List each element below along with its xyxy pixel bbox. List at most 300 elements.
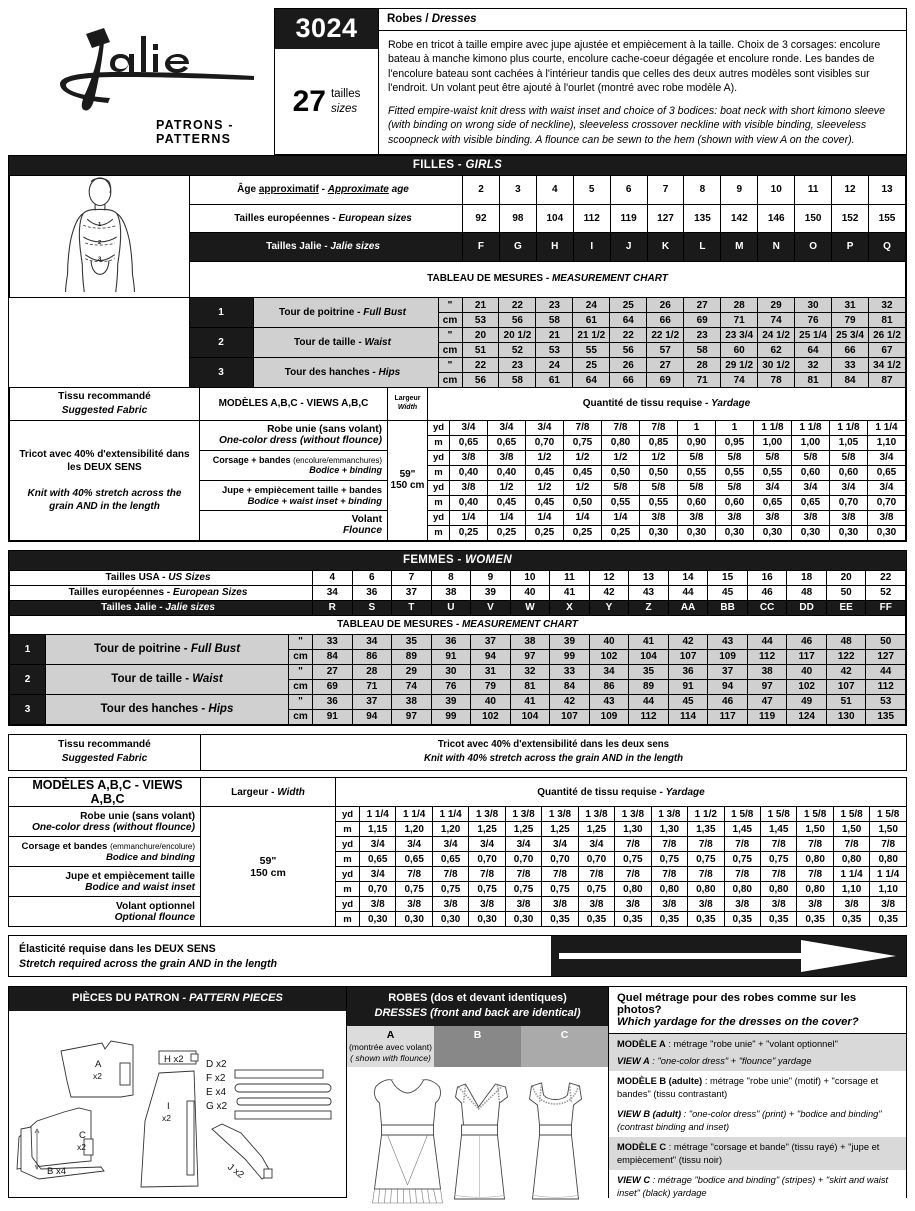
girls-waist-cm-0: 51 bbox=[462, 343, 499, 358]
women-v4-m-8: 0,35 bbox=[651, 912, 687, 927]
women-chart-title-row bbox=[10, 615, 906, 634]
girls-v2-m-4: 0,50 bbox=[602, 465, 640, 480]
girls-v2-yd-11: 3/4 bbox=[868, 450, 906, 465]
women-hips-in-8: 44 bbox=[629, 694, 669, 709]
girls-jalie-5: K bbox=[647, 233, 684, 262]
women-jalie-11: CC bbox=[747, 600, 787, 615]
women-v3-unit-m: m bbox=[336, 882, 360, 897]
women-waist-cm-4: 79 bbox=[471, 679, 511, 694]
women-bust-in-12: 46 bbox=[787, 634, 827, 649]
pattern-number: 3024 bbox=[275, 9, 378, 49]
piece-label-c: C bbox=[79, 1129, 86, 1141]
women-v3-m-11: 0,80 bbox=[760, 882, 796, 897]
cover-yardage-title-en: Which yardage for the dresses on the cover? bbox=[617, 1016, 859, 1029]
girls-v1-m-11: 1,10 bbox=[868, 435, 906, 450]
girls-bust-cm-1: 56 bbox=[499, 313, 536, 328]
stretch-text bbox=[9, 936, 551, 976]
women-v1-yd-14: 1 5/8 bbox=[870, 807, 907, 822]
girls-v4-m-3: 0,25 bbox=[564, 525, 602, 540]
women-v4-yd-11: 3/8 bbox=[760, 897, 796, 912]
women-row-num-3: 3 bbox=[10, 694, 46, 724]
women-bust-unit-in: " bbox=[289, 634, 313, 649]
girls-v1-yd-8: 1 1/8 bbox=[754, 420, 792, 435]
women-v2-m-7: 0,75 bbox=[615, 852, 651, 867]
women-v1-yd-12: 1 5/8 bbox=[797, 807, 833, 822]
girls-age-7: 9 bbox=[721, 176, 758, 205]
girls-v1-m-9: 1,00 bbox=[792, 435, 830, 450]
girls-jalie-1: G bbox=[499, 233, 536, 262]
women-waist-in-7: 34 bbox=[589, 664, 629, 679]
women-view-4-en: Optional flounce bbox=[114, 911, 195, 923]
women-hips-label-en: Hips bbox=[208, 703, 234, 716]
girls-waist-in-6: 23 bbox=[684, 328, 721, 343]
women-us-label-en: US Sizes bbox=[168, 572, 211, 584]
description-fr: Robe en tricot à taille empire avec jupe ajustée et empiècement à la taille. Choix de 3 corsages: encolure bateau à manche kimono plus courte, encolure cache-coeur dégagée et encolure ronde. Les bandes de l'encolure bateau sont cachées à l'intérieur tandis que celles des deux autres modèles sont visibles sur l'endroit. Un volant peut être ajouté à l'ourlet (montré avec robe modèle A). bbox=[388, 39, 881, 94]
women-hips-in-7: 43 bbox=[589, 694, 629, 709]
girls-hips-cm-0: 56 bbox=[462, 373, 499, 388]
girls-hips-in-2: 24 bbox=[536, 358, 573, 373]
girls-v4-yd-10: 3/8 bbox=[830, 510, 868, 525]
women-view1-yd-row bbox=[9, 807, 907, 822]
girls-age-6: 8 bbox=[684, 176, 721, 205]
girls-v2-m-2: 0,45 bbox=[526, 465, 564, 480]
women-v2-m-2: 0,65 bbox=[432, 852, 468, 867]
women-us-8: 13 bbox=[629, 570, 669, 585]
women-hips-in-4: 40 bbox=[471, 694, 511, 709]
women-v1-m-10: 1,45 bbox=[724, 822, 760, 837]
women-bust-in-4: 37 bbox=[471, 634, 511, 649]
women-waist-in-10: 37 bbox=[708, 664, 748, 679]
women-waist-cm-12: 102 bbox=[787, 679, 827, 694]
description-en: Fitted empire-waist knit dress with waist inset and choice of 3 bodices: boat neck with short kimono sleeve (with binding on wrong side of neckline), sleeveless crossover neckline with visible binding, sleeveless scoopneck with visible binding. A flounce can be sewn to the hem (shown with view A on the cover). bbox=[388, 105, 885, 146]
women-v4-yd-5: 3/8 bbox=[542, 897, 578, 912]
girls-v4-m-7: 0,30 bbox=[716, 525, 754, 540]
girls-fabric-text-en: Knit with 40% stretch across the grain AND in the length bbox=[27, 487, 182, 512]
girls-waist-unit-cm: cm bbox=[438, 343, 462, 358]
girls-size-table bbox=[9, 175, 906, 298]
women-row-num-1: 1 bbox=[10, 634, 46, 664]
women-fabric-text bbox=[201, 734, 907, 771]
girls-waist-in-10: 25 3/4 bbox=[832, 328, 869, 343]
women-v1-unit-yd: yd bbox=[336, 807, 360, 822]
girls-euro-6: 135 bbox=[684, 204, 721, 233]
women-bust-in-11: 44 bbox=[747, 634, 787, 649]
girls-age-4: 6 bbox=[610, 176, 647, 205]
piece-qty-c: x2 bbox=[77, 1141, 86, 1152]
women-jalie-label-en: Jalie sizes bbox=[165, 602, 215, 614]
women-v2-yd-10: 7/8 bbox=[724, 837, 760, 852]
girls-v2-m-7: 0,55 bbox=[716, 465, 754, 480]
women-width-values bbox=[201, 807, 336, 927]
women-view-3-fr: Jupe et empiècement taille bbox=[65, 870, 195, 882]
women-jalie-10: BB bbox=[708, 600, 748, 615]
pattern-number-box bbox=[274, 8, 379, 155]
women-width-cm: 150 cm bbox=[250, 866, 286, 879]
girls-width-en: Width bbox=[397, 403, 418, 411]
women-v3-m-10: 0,80 bbox=[724, 882, 760, 897]
women-hips-cm-12: 124 bbox=[787, 709, 827, 724]
women-waist-in-4: 31 bbox=[471, 664, 511, 679]
women-bust-in-7: 40 bbox=[589, 634, 629, 649]
women-us-6: 11 bbox=[550, 570, 590, 585]
women-waist-in-14: 44 bbox=[866, 664, 906, 679]
girls-hips-cm-2: 61 bbox=[536, 373, 573, 388]
girls-bust-cm-4: 64 bbox=[610, 313, 647, 328]
girls-v3-m-10: 0,70 bbox=[830, 495, 868, 510]
cover-row-modele-c bbox=[609, 1137, 906, 1170]
cover-yardage-title bbox=[609, 987, 906, 1034]
stretch-text-fr: Élasticité requise dans les DEUX SENS bbox=[19, 943, 216, 956]
women-view-2-en: Bodice and binding bbox=[105, 851, 195, 863]
girls-v3-m-0: 0,40 bbox=[450, 495, 488, 510]
cover-row-view-b-bold: VIEW B (adult) bbox=[617, 1109, 682, 1120]
pattern-pieces-title-fr: PIÈCES DU PATRON - bbox=[72, 992, 190, 1005]
category-title bbox=[379, 9, 906, 31]
girls-hips-in-3: 25 bbox=[573, 358, 610, 373]
girls-bust-in-1: 22 bbox=[499, 298, 536, 313]
women-v3-m-13: 1,10 bbox=[833, 882, 869, 897]
women-euro-2: 37 bbox=[392, 585, 432, 600]
women-euro-8: 43 bbox=[629, 585, 669, 600]
girls-bust-in-row bbox=[9, 298, 906, 313]
women-waist-unit-cm: cm bbox=[289, 679, 313, 694]
girls-euro-7: 142 bbox=[721, 204, 758, 233]
women-v2-yd-8: 7/8 bbox=[651, 837, 687, 852]
women-bust-cm-5: 97 bbox=[510, 649, 550, 664]
women-us-9: 14 bbox=[668, 570, 708, 585]
girls-euro-4: 119 bbox=[610, 204, 647, 233]
girls-fabric-text bbox=[10, 420, 200, 540]
girls-v4-m-5: 0,30 bbox=[640, 525, 678, 540]
women-hips-cm-8: 112 bbox=[629, 709, 669, 724]
girls-v1-m-8: 1,00 bbox=[754, 435, 792, 450]
women-v2-m-9: 0,75 bbox=[688, 852, 724, 867]
women-v3-yd-13: 1 1/4 bbox=[833, 867, 869, 882]
girls-age-1: 3 bbox=[499, 176, 536, 205]
girls-waist-in-8: 24 1/2 bbox=[758, 328, 795, 343]
girls-hips-label bbox=[253, 358, 438, 388]
girls-hips-in-0: 22 bbox=[462, 358, 499, 373]
women-v2-yd-4: 3/4 bbox=[505, 837, 541, 852]
women-v1-yd-5: 1 3/8 bbox=[542, 807, 578, 822]
girls-v3-m-4: 0,55 bbox=[602, 495, 640, 510]
girls-v3-yd-5: 5/8 bbox=[640, 480, 678, 495]
women-jalie-5: W bbox=[510, 600, 550, 615]
women-jalie-1: S bbox=[352, 600, 392, 615]
girls-v1-m-1: 0,65 bbox=[488, 435, 526, 450]
girls-v4-yd-3: 1/4 bbox=[564, 510, 602, 525]
women-v4-yd-0: 3/8 bbox=[360, 897, 396, 912]
pattern-pieces-diagram bbox=[9, 1011, 346, 1189]
women-us-3: 8 bbox=[431, 570, 471, 585]
girls-v4-m-4: 0,25 bbox=[602, 525, 640, 540]
women-view-1-label bbox=[9, 807, 201, 837]
piece-label-i: I bbox=[167, 1100, 170, 1112]
view-c-header bbox=[521, 1026, 608, 1068]
women-waist-in-6: 33 bbox=[550, 664, 590, 679]
women-v2-m-1: 0,65 bbox=[396, 852, 432, 867]
girls-v3-yd-11: 3/4 bbox=[868, 480, 906, 495]
girls-jalie-label-fr: Tailles Jalie - bbox=[266, 241, 331, 253]
women-size-table bbox=[9, 570, 906, 725]
girls-v3-m-5: 0,55 bbox=[640, 495, 678, 510]
girls-row-num-2: 2 bbox=[189, 328, 253, 358]
women-v1-yd-6: 1 3/8 bbox=[578, 807, 614, 822]
girls-bust-cm-8: 74 bbox=[758, 313, 795, 328]
piece-label-a: A bbox=[95, 1058, 102, 1070]
girls-width-in: 59" bbox=[399, 469, 416, 481]
girls-measurement-table bbox=[9, 297, 906, 388]
women-v2-m-3: 0,70 bbox=[469, 852, 505, 867]
women-hips-label bbox=[46, 694, 289, 724]
women-v1-m-13: 1,50 bbox=[833, 822, 869, 837]
girls-bust-label-fr: Tour de poitrine - bbox=[278, 307, 364, 318]
girls-jalie-6: L bbox=[684, 233, 721, 262]
women-us-7: 12 bbox=[589, 570, 629, 585]
women-v4-yd-1: 3/8 bbox=[396, 897, 432, 912]
women-waist-in-11: 38 bbox=[747, 664, 787, 679]
girls-view-1-en: One-color dress (without flounce) bbox=[218, 435, 382, 447]
women-hips-in-14: 53 bbox=[866, 694, 906, 709]
girls-v1-m-5: 0,85 bbox=[640, 435, 678, 450]
view-c-letter: C bbox=[560, 1028, 569, 1041]
girls-euro-label-en: European sizes bbox=[338, 212, 412, 224]
girls-hips-label-fr: Tour des hanches - bbox=[284, 367, 379, 378]
women-jalie-13: EE bbox=[826, 600, 866, 615]
women-v1-m-14: 1,50 bbox=[870, 822, 907, 837]
women-chart-title-en: MEASUREMENT CHART bbox=[461, 618, 578, 630]
girls-hips-cm-1: 58 bbox=[499, 373, 536, 388]
women-v3-yd-7: 7/8 bbox=[615, 867, 651, 882]
women-waist-in-5: 32 bbox=[510, 664, 550, 679]
women-euro-4: 39 bbox=[471, 585, 511, 600]
women-euro-label-fr: Tailles européennes - bbox=[68, 587, 173, 599]
women-v3-m-5: 0,75 bbox=[542, 882, 578, 897]
women-bust-unit-cm: cm bbox=[289, 649, 313, 664]
girls-v3-unit-yd: yd bbox=[428, 480, 450, 495]
view-b-header bbox=[434, 1026, 521, 1068]
girls-v4-unit-yd: yd bbox=[428, 510, 450, 525]
girls-v1-m-10: 1,05 bbox=[830, 435, 868, 450]
girls-v1-m-3: 0,75 bbox=[564, 435, 602, 450]
cover-row-view-a-bold: VIEW A bbox=[617, 1055, 650, 1066]
girls-width-header bbox=[388, 388, 428, 421]
women-hips-in-11: 47 bbox=[747, 694, 787, 709]
girls-hips-cm-5: 69 bbox=[647, 373, 684, 388]
women-us-5: 10 bbox=[510, 570, 550, 585]
women-bust-cm-10: 109 bbox=[708, 649, 748, 664]
girls-bust-cm-6: 69 bbox=[684, 313, 721, 328]
girls-jalie-2: H bbox=[536, 233, 573, 262]
women-fabric-section bbox=[8, 734, 907, 928]
girls-width-values bbox=[388, 420, 428, 540]
women-bust-in-14: 50 bbox=[866, 634, 906, 649]
girls-v1-m-4: 0,80 bbox=[602, 435, 640, 450]
girls-bust-in-9: 30 bbox=[795, 298, 832, 313]
cover-row-modele-b-text: : métrage "robe unie" (motif) + "corsage et bandes" (tissu contrastant) bbox=[617, 1076, 879, 1099]
girls-v2-yd-0: 3/8 bbox=[450, 450, 488, 465]
cover-row-view-a-text: : "one-color dress" + "flounce" yardage bbox=[649, 1055, 812, 1066]
girls-hips-in-10: 33 bbox=[832, 358, 869, 373]
women-v3-yd-9: 7/8 bbox=[688, 867, 724, 882]
cover-row-modele-a-text: : métrage "robe unie" + "volant optionnel" bbox=[665, 1039, 838, 1050]
women-yardage-header-row bbox=[9, 778, 907, 807]
girls-hips-cm-6: 71 bbox=[684, 373, 721, 388]
women-bust-in-13: 48 bbox=[826, 634, 866, 649]
girls-v2-m-8: 0,55 bbox=[754, 465, 792, 480]
girls-age-2: 4 bbox=[536, 176, 573, 205]
girls-v1-yd-7: 1 bbox=[716, 420, 754, 435]
girls-view-1-fr: Robe unie (sans volant) bbox=[267, 424, 382, 436]
women-v4-m-4: 0,30 bbox=[505, 912, 541, 927]
women-v4-m-2: 0,30 bbox=[432, 912, 468, 927]
women-euro-14: 52 bbox=[866, 585, 906, 600]
piece-label-j: J x2 bbox=[225, 1161, 246, 1181]
girls-bust-in-3: 24 bbox=[573, 298, 610, 313]
women-waist-in-13: 42 bbox=[826, 664, 866, 679]
women-bust-cm-1: 86 bbox=[352, 649, 392, 664]
women-hips-in-6: 42 bbox=[550, 694, 590, 709]
women-v1-yd-11: 1 5/8 bbox=[760, 807, 796, 822]
girls-hips-in-9: 32 bbox=[795, 358, 832, 373]
girls-bust-label bbox=[253, 298, 438, 328]
women-bust-in-10: 43 bbox=[708, 634, 748, 649]
girls-euro-0: 92 bbox=[463, 204, 500, 233]
women-us-10: 15 bbox=[708, 570, 748, 585]
girls-age-9: 11 bbox=[795, 176, 832, 205]
women-jalie-row bbox=[10, 600, 906, 615]
women-waist-in-2: 29 bbox=[392, 664, 432, 679]
women-us-2: 7 bbox=[392, 570, 432, 585]
women-v2-m-12: 0,80 bbox=[797, 852, 833, 867]
girls-v2-m-9: 0,60 bbox=[792, 465, 830, 480]
dress-views-panel bbox=[347, 986, 609, 1198]
girls-bust-unit-in: " bbox=[438, 298, 462, 313]
girls-age-sep: - bbox=[318, 184, 328, 196]
girls-hips-label-en: Hips bbox=[378, 367, 401, 378]
cover-row-view-b bbox=[609, 1104, 906, 1137]
girls-row-num-3: 3 bbox=[189, 358, 253, 388]
women-v1-yd-9: 1 1/2 bbox=[688, 807, 724, 822]
women-width-header bbox=[201, 778, 336, 807]
girls-row-num-1: 1 bbox=[189, 298, 253, 328]
body-figure-cell bbox=[10, 176, 190, 298]
girls-hips-in-6: 28 bbox=[684, 358, 721, 373]
women-v4-yd-10: 3/8 bbox=[724, 897, 760, 912]
women-view-4-fr: Volant optionnel bbox=[115, 900, 195, 912]
cover-row-view-c-text: : métrage "bodice and binding" (stripes) + "skirt and waist inset" (black) yardage bbox=[617, 1175, 889, 1199]
women-waist-in-12: 40 bbox=[787, 664, 827, 679]
girls-v1-yd-1: 3/4 bbox=[488, 420, 526, 435]
women-us-label bbox=[10, 570, 313, 585]
girls-v4-unit-m: m bbox=[428, 525, 450, 540]
piece-label-h: H x2 bbox=[164, 1053, 184, 1065]
dress-views-title bbox=[347, 987, 608, 1026]
girls-waist-cm-3: 55 bbox=[573, 343, 610, 358]
girls-v2-m-0: 0,40 bbox=[450, 465, 488, 480]
women-hips-cm-5: 104 bbox=[510, 709, 550, 724]
figure-spacer bbox=[9, 298, 189, 388]
women-v3-yd-11: 7/8 bbox=[760, 867, 796, 882]
women-v4-yd-9: 3/8 bbox=[688, 897, 724, 912]
women-bust-label-fr: Tour de poitrine - bbox=[93, 643, 191, 656]
girls-fabric-table bbox=[9, 387, 906, 541]
girls-v2-m-6: 0,55 bbox=[678, 465, 716, 480]
sizes-labels bbox=[331, 87, 360, 116]
girls-fabric-label bbox=[10, 388, 200, 421]
women-waist-cm-5: 81 bbox=[510, 679, 550, 694]
women-waist-cm-10: 94 bbox=[708, 679, 748, 694]
women-v1-m-4: 1,25 bbox=[505, 822, 541, 837]
women-waist-cm-11: 97 bbox=[747, 679, 787, 694]
women-bust-cm-6: 99 bbox=[550, 649, 590, 664]
women-bust-cm-14: 127 bbox=[866, 649, 906, 664]
girls-yardage-en: Yardage bbox=[711, 398, 751, 410]
women-v4-yd-7: 3/8 bbox=[615, 897, 651, 912]
women-waist-unit-in: " bbox=[289, 664, 313, 679]
women-fabric-label bbox=[9, 734, 201, 771]
women-row-num-2: 2 bbox=[10, 664, 46, 694]
women-v2-yd-1: 3/4 bbox=[396, 837, 432, 852]
girls-hips-cm-10: 84 bbox=[832, 373, 869, 388]
girls-waist-cm-4: 56 bbox=[610, 343, 647, 358]
women-v1-yd-7: 1 3/8 bbox=[615, 807, 651, 822]
girls-v2-yd-2: 1/2 bbox=[526, 450, 564, 465]
women-v1-yd-10: 1 5/8 bbox=[724, 807, 760, 822]
girls-euro-label bbox=[190, 204, 463, 233]
women-waist-label-en: Waist bbox=[192, 673, 223, 686]
pattern-pieces-svg bbox=[9, 1011, 346, 1189]
women-v1-m-8: 1,30 bbox=[651, 822, 687, 837]
girls-bust-cm-7: 71 bbox=[721, 313, 758, 328]
girls-jalie-3: I bbox=[573, 233, 610, 262]
girls-v4-m-8: 0,30 bbox=[754, 525, 792, 540]
women-v3-m-9: 0,80 bbox=[688, 882, 724, 897]
girls-bust-in-10: 31 bbox=[832, 298, 869, 313]
girls-bust-in-7: 28 bbox=[721, 298, 758, 313]
girls-waist-cm-9: 64 bbox=[795, 343, 832, 358]
girls-hips-in-8: 30 1/2 bbox=[758, 358, 795, 373]
pattern-pieces-title-en: PATTERN PIECES bbox=[189, 992, 283, 1005]
women-views-header: MODÈLES A,B,C - VIEWS A,B,C bbox=[9, 778, 201, 807]
girls-view-3-fr: Jupe + empiècement taille + bandes bbox=[222, 484, 382, 496]
girls-v3-m-2: 0,45 bbox=[526, 495, 564, 510]
girls-view-4-en: Flounce bbox=[342, 525, 382, 537]
girls-waist-in-4: 22 bbox=[610, 328, 647, 343]
women-v4-yd-6: 3/8 bbox=[578, 897, 614, 912]
women-v4-m-1: 0,30 bbox=[396, 912, 432, 927]
dress-c-icon bbox=[530, 1083, 582, 1199]
women-v3-yd-6: 7/8 bbox=[578, 867, 614, 882]
girls-v1-yd-0: 3/4 bbox=[450, 420, 488, 435]
women-chart-title-fr: TABLEAU DE MESURES - bbox=[337, 618, 462, 630]
cover-row-modele-b bbox=[609, 1071, 906, 1104]
girls-v2-m-1: 0,40 bbox=[488, 465, 526, 480]
girls-v1-yd-10: 1 1/8 bbox=[830, 420, 868, 435]
women-jalie-14: FF bbox=[866, 600, 906, 615]
women-euro-10: 45 bbox=[708, 585, 748, 600]
girls-age-label-fr: Âge bbox=[237, 184, 259, 196]
women-bust-in-5: 38 bbox=[510, 634, 550, 649]
girls-chart-title-fr: TABLEAU DE MESURES - bbox=[427, 273, 552, 285]
women-v3-m-14: 1,10 bbox=[870, 882, 907, 897]
women-bust-label bbox=[46, 634, 289, 664]
women-euro-5: 40 bbox=[510, 585, 550, 600]
women-v2-unit-m: m bbox=[336, 852, 360, 867]
women-hips-cm-11: 119 bbox=[747, 709, 787, 724]
girls-v2-m-10: 0,60 bbox=[830, 465, 868, 480]
cover-yardage-panel bbox=[609, 986, 907, 1198]
